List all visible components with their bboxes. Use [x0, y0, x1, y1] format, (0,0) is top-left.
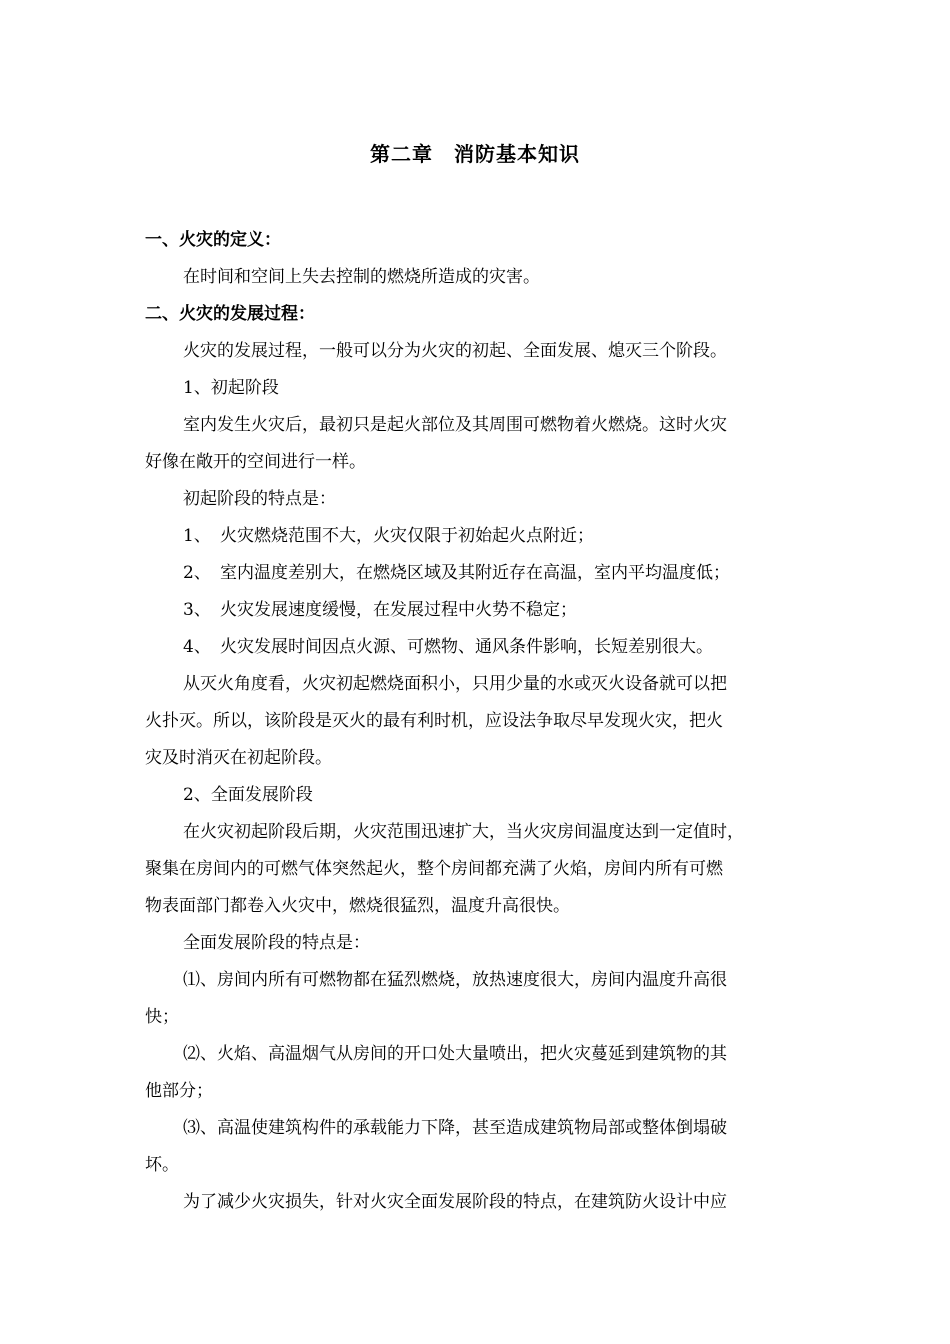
features-intro: 全面发展阶段的特点是： [183, 933, 370, 953]
list-item-number: 4、 [183, 637, 211, 657]
paragraph-line: 物表面部门都卷入火灾中，燃烧很猛烈，温度升高很快。 [145, 896, 570, 916]
document-body [145, 222, 810, 1221]
feature-line: 坏。 [145, 1155, 179, 1175]
subsection-title-initial-stage: 1、初起阶段 [183, 378, 279, 398]
list-item-text: 火灾燃烧范围不大，火灾仅限于初始起火点附近； [220, 526, 594, 546]
feature-line: ⑴、房间内所有可燃物都在猛烈燃烧，放热速度很大，房间内温度升高很 [183, 970, 727, 990]
feature-line: ⑵、火焰、高温烟气从房间的开口处大量喷出，把火灾蔓延到建筑物的其 [183, 1044, 727, 1064]
list-item-number: 2、 [183, 563, 211, 583]
list-item [145, 592, 810, 629]
list-item-text: 火灾发展时间因点火源、可燃物、通风条件影响，长短差别很大。 [220, 637, 713, 657]
paragraph-line: 聚集在房间内的可燃气体突然起火，整个房间都充满了火焰，房间内所有可燃 [145, 859, 723, 879]
feature-line: ⑶、高温使建筑构件的承载能力下降，甚至造成建筑物局部或整体倒塌破 [183, 1118, 727, 1138]
feature-line: 他部分； [145, 1081, 213, 1101]
section-heading-fire-definition: 一、火灾的定义： [145, 230, 281, 250]
paragraph-line: 灾及时消灭在初起阶段。 [145, 748, 332, 768]
paragraph-line: 室内发生火灾后，最初只是起火部位及其周围可燃物着火燃烧。这时火灾 [183, 415, 727, 435]
paragraph-line: 在火灾初起阶段后期，火灾范围迅速扩大，当火灾房间温度达到一定值时， [183, 822, 744, 842]
list-item-number: 1、 [183, 526, 211, 546]
paragraph: 在时间和空间上失去控制的燃烧所造成的灾害。 [183, 267, 540, 287]
list-item-number: 3、 [183, 600, 211, 620]
list-item [145, 518, 810, 555]
page-title: 第二章 消防基本知识 [370, 142, 580, 166]
paragraph: 火灾的发展过程，一般可以分为火灾的初起、全面发展、熄灭三个阶段。 [183, 341, 727, 361]
paragraph-line: 从灭火角度看，火灾初起燃烧面积小，只用少量的水或灭火设备就可以把 [183, 674, 727, 694]
paragraph-line: 为了减少火灾损失，针对火灾全面发展阶段的特点，在建筑防火设计中应 [183, 1192, 727, 1212]
subsection-title-full-development-stage: 2、全面发展阶段 [183, 785, 313, 805]
list-item-text: 火灾发展速度缓慢，在发展过程中火势不稳定； [220, 600, 577, 620]
list-item [145, 555, 810, 592]
section-heading-fire-development: 二、火灾的发展过程： [145, 304, 315, 324]
list-item-text: 室内温度差别大，在燃烧区域及其附近存在高温，室内平均温度低； [220, 563, 730, 583]
features-intro: 初起阶段的特点是： [183, 489, 336, 509]
list-item [145, 629, 810, 666]
paragraph-line: 好像在敞开的空间进行一样。 [145, 452, 366, 472]
feature-line: 快； [145, 1007, 179, 1027]
paragraph-line: 火扑灭。所以，该阶段是灭火的最有利时机，应设法争取尽早发现火灾，把火 [145, 711, 723, 731]
